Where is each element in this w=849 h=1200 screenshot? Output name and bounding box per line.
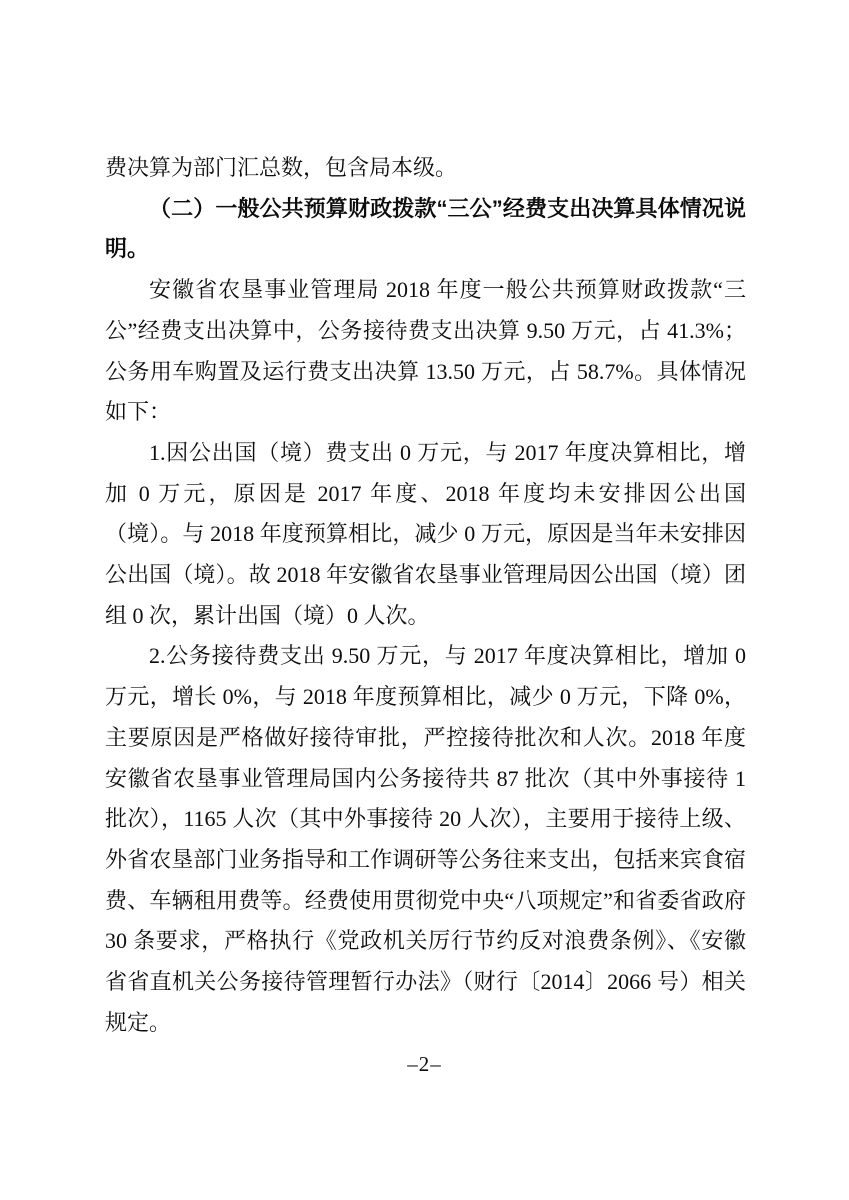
page-number: –2–: [407, 1052, 442, 1076]
section-heading: （二）一般公共预算财政拨款“三公”经费支出决算具体情况说明。: [105, 195, 746, 262]
paragraph-continuation: 费决算为部门汇总数，包含局本级。: [105, 155, 458, 180]
document-body: [105, 148, 746, 1043]
paragraph-overview: 安徽省农垦事业管理局 2018 年度一般公共预算财政拨款“三公”经费支出决算中，公务接待费支出决算 9.50 万元，占 41.3%；公务用车购置及运行费支出决算 13.50 万元，占 58.7%。具体情况如下：: [105, 277, 746, 425]
paragraph-item-2-reception-expense: 2.公务接待费支出 9.50 万元，与 2017 年度决算相比，增加 0 万元，增长 0%，与 2018 年度预算相比，减少 0 万元，下降 0%，主要原因是严格做好接待审批，严控接待批次和人次。2018 年度安徽省农垦事业管理局国内公务接待共 87 批次（其中外事接待 1 批次），1165 人次（其中外事接待 20 人次），主要用于接待上级、外省农垦部门业务指导和工作调研等公务往来支出，包括来宾食宿费、车辆租用费等。经费使用贯彻党中央“八项规定”和省委省政府 30 条要求，严格执行《党政机关厉行节约反对浪费条例》、《安徽省省直机关公务接待管理暂行办法》（财行〔2014〕2066 号）相关规定。: [105, 643, 746, 1035]
paragraph-item-1-abroad-expense: 1.因公出国（境）费支出 0 万元，与 2017 年度决算相比，增加 0 万元，原因是 2017 年度、2018 年度均未安排因公出国（境）。与 2018 年度预算相比，减少 0 万元，原因是当年未安排因公出国（境）。故 2018 年安徽省农垦事业管理局因公出国（境）团组 0 次，累计出国（境）0 人次。: [105, 439, 746, 628]
